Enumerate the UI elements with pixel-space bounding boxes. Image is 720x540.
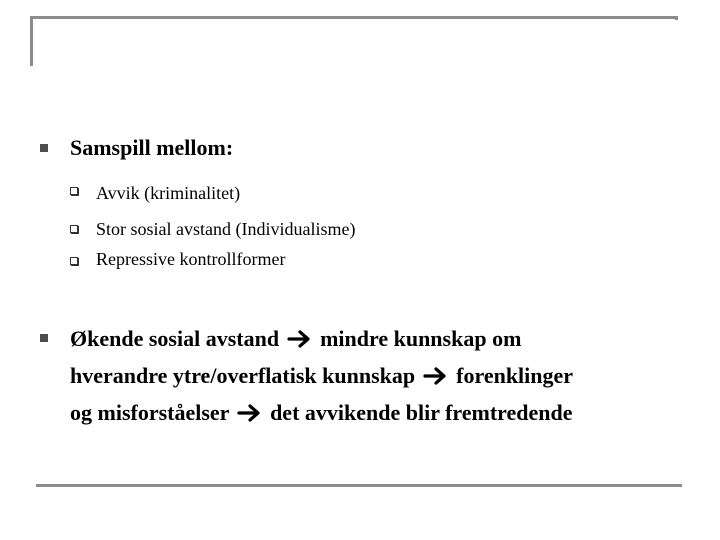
line2-part-a: hverandre ytre/overflatisk kunnskap [70, 363, 416, 388]
bullet-samspill: Samspill mellom: [70, 135, 234, 160]
checkbox-bullet-icon [70, 225, 78, 233]
paragraph-line-1 [70, 320, 573, 357]
top-frame-end [675, 16, 678, 20]
right-arrow-icon [423, 367, 449, 385]
right-arrow-icon [237, 404, 263, 422]
sub-item-sosial-avstand: Stor sosial avstand (Individualisme) [96, 219, 356, 239]
right-arrow-icon [287, 330, 313, 348]
sub-item-avvik: Avvik (kriminalitet) [96, 183, 241, 203]
paragraph-line-3 [70, 394, 573, 431]
paragraph-line-2 [70, 357, 573, 394]
square-bullet-icon [40, 144, 48, 152]
checkbox-bullet-icon [70, 257, 78, 265]
bullet-okende-paragraph [70, 320, 573, 431]
checkbox-bullet-icon [70, 187, 78, 195]
line1-part-b: mindre kunnskap om [320, 326, 522, 351]
line1-part-a: Økende sosial avstand [70, 326, 280, 351]
sub-item-repressive: Repressive kontrollformer [96, 249, 286, 269]
line3-part-b: det avvikende blir fremtredende [270, 400, 573, 425]
left-frame-line [30, 16, 33, 66]
bottom-frame-line [36, 484, 682, 487]
line3-part-a: og misforståelser [70, 400, 230, 425]
line2-part-b: forenklinger [456, 363, 574, 388]
top-frame-line [30, 16, 678, 19]
square-bullet-icon [40, 334, 48, 342]
